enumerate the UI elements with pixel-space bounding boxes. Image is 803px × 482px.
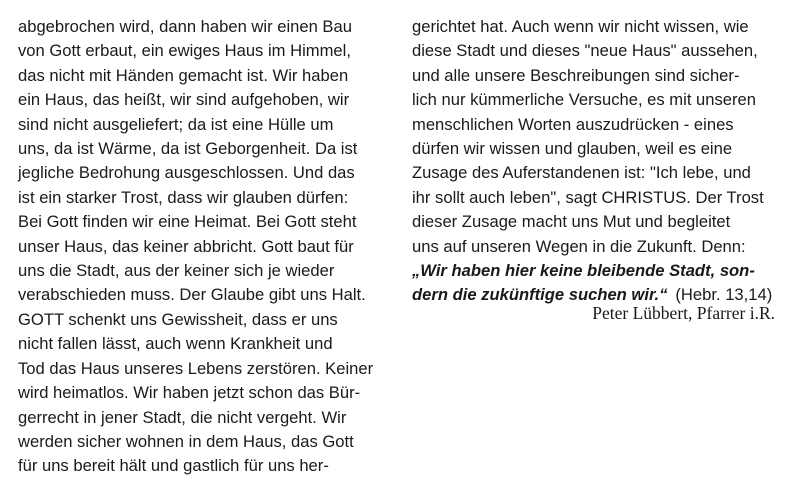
bible-citation: (Hebr. 13,14) xyxy=(675,285,773,305)
text-line: ein Haus, das heißt, wir sind aufgehoben, wir xyxy=(18,90,350,110)
text-line: abgebrochen wird, dann haben wir einen Bau xyxy=(18,17,352,36)
text-line: uns auf unseren Wegen in die Zukunft. Denn: xyxy=(412,236,746,256)
text-line: Zusage des Auferstandenen ist: "Ich lebe, und xyxy=(412,163,751,183)
author-signature: Peter Lübbert, Pfarrer i.R. xyxy=(592,303,775,323)
text-line: menschlichen Worten auszudrücken - eines xyxy=(412,114,734,134)
text-line: das nicht mit Händen gemacht ist. Wir haben xyxy=(18,65,349,85)
text-line: gerrecht in jener Stadt, die nicht vergeht. Wir xyxy=(18,407,347,427)
text-line: dürfen wir wissen und glauben, weil es eine xyxy=(412,139,733,159)
text-line: werden sicher wohnen in dem Haus, das Gott xyxy=(18,431,354,451)
text-line: Bei Gott finden wir eine Heimat. Bei Gott steht xyxy=(18,212,357,232)
text-line: sind nicht ausgeliefert; da ist eine Hülle um xyxy=(18,114,334,134)
text-line: uns die Stadt, aus der keiner sich je wieder xyxy=(18,261,335,281)
left-text-column xyxy=(18,15,390,479)
text-line: lich nur kümmerliche Versuche, es mit unseren xyxy=(412,90,757,110)
bible-quote-line: „Wir haben hier keine bleibende Stadt, son- xyxy=(412,261,755,281)
text-line: Tod das Haus unseres Lebens zerstören. Keiner xyxy=(18,358,374,378)
right-text-column xyxy=(412,15,792,308)
text-line: für uns bereit hält und gastlich für uns her- xyxy=(18,456,329,476)
text-line: unser Haus, das keiner abbricht. Gott baut für xyxy=(18,236,354,256)
text-line: gerichtet hat. Auch wenn wir nicht wissen, wie xyxy=(412,17,749,36)
text-line: nicht fallen lässt, auch wenn Krankheit und xyxy=(18,334,333,354)
text-line: von Gott erbaut, ein ewiges Haus im Himmel, xyxy=(18,41,351,61)
text-line: dieser Zusage macht uns Mut und begleitet xyxy=(412,212,731,232)
text-line: und alle unsere Beschreibungen sind sicher- xyxy=(412,65,740,85)
text-line: verabschieden muss. Der Glaube gibt uns Halt. xyxy=(18,285,366,305)
text-line: ihr sollt auch leben", sagt CHRISTUS. Der Trost xyxy=(412,187,764,207)
text-line: jegliche Bedrohung ausgeschlossen. Und das xyxy=(18,163,355,183)
text-line: wird heimatlos. Wir haben jetzt schon das Bür- xyxy=(18,383,361,403)
text-line: diese Stadt und dieses "neue Haus" aussehen, xyxy=(412,41,758,61)
text-line: ist ein starker Trost, dass wir glauben dürfen: xyxy=(18,187,349,207)
text-line: uns, da ist Wärme, da ist Geborgenheit. Da ist xyxy=(18,139,358,159)
text-line: GOTT schenkt uns Gewissheit, dass er uns xyxy=(18,309,338,329)
bible-quote-text: dern die zukünftige suchen wir.“ xyxy=(412,285,668,305)
